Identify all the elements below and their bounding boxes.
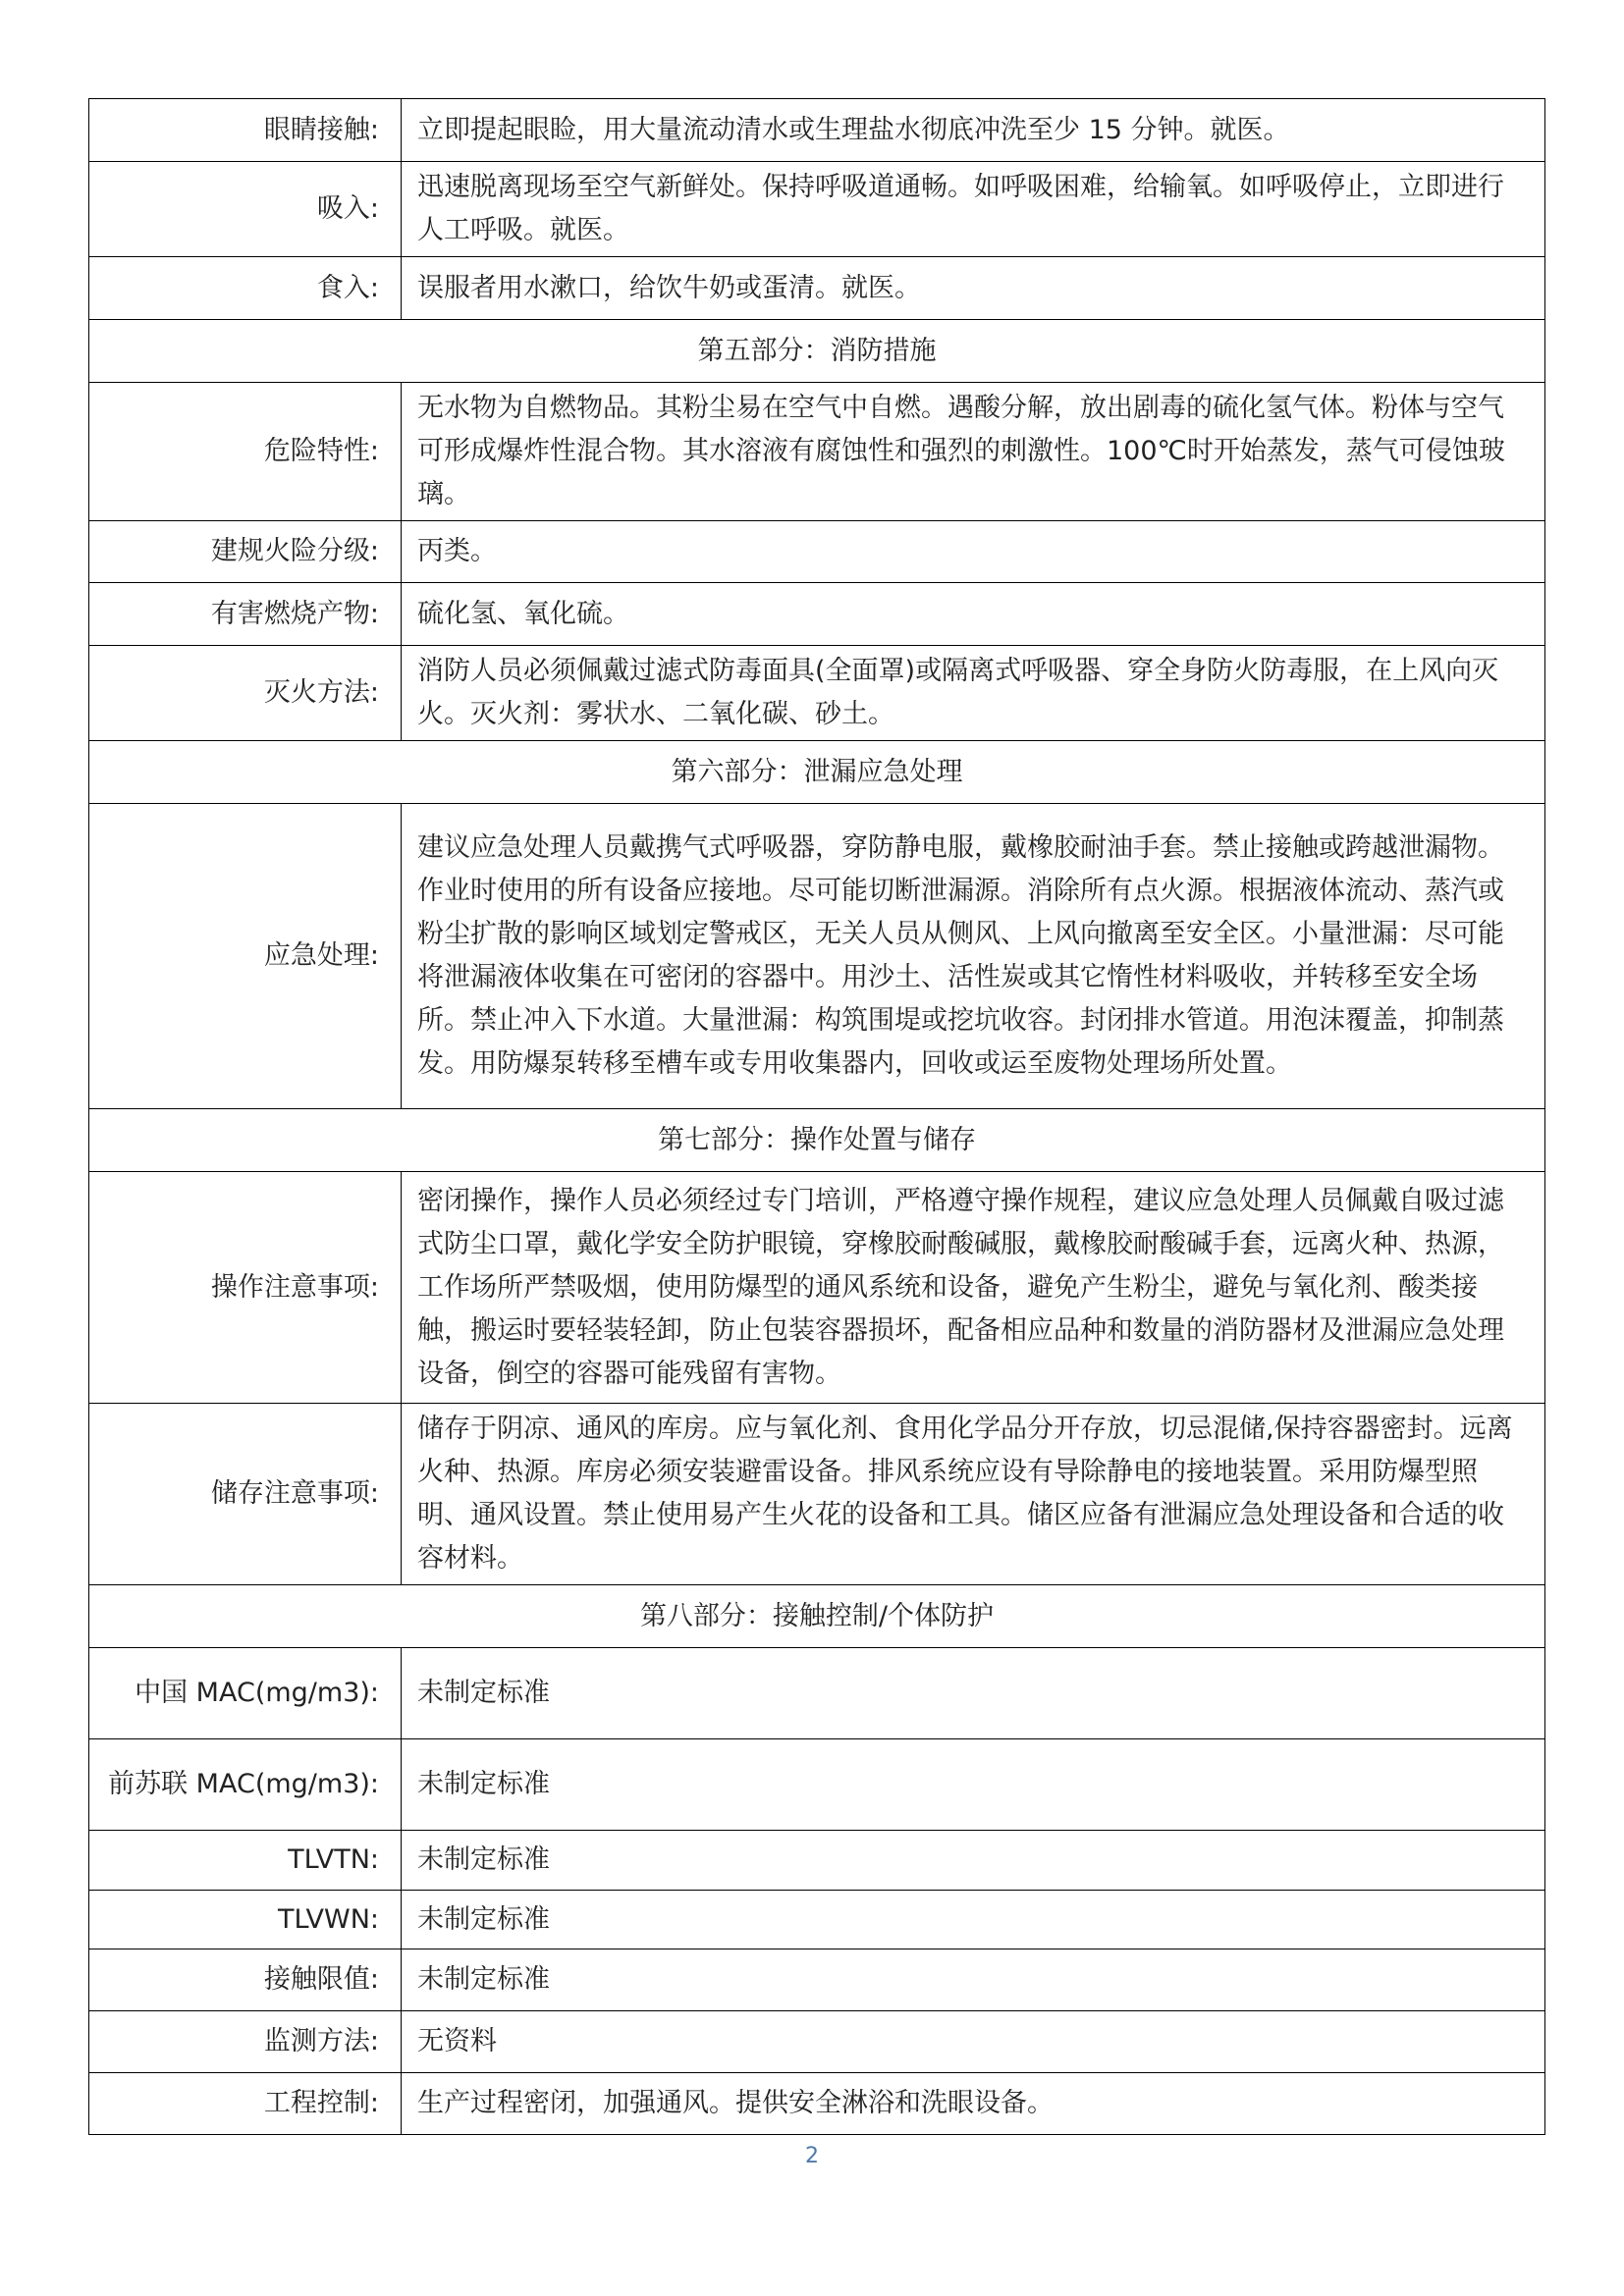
field-label: 监测方法: [89, 2011, 402, 2073]
section-8 [89, 1585, 1545, 1648]
sds-table [88, 98, 1545, 2135]
field-label: 危险特性: [89, 383, 402, 521]
sds-table-body [89, 99, 1545, 2135]
row-tlvtn [89, 1831, 1545, 1891]
row-combustion-products [89, 583, 1545, 646]
row-monitoring [89, 2011, 1545, 2073]
field-value: 未制定标准 [402, 1739, 1545, 1831]
field-label: 工程控制: [89, 2073, 402, 2135]
field-label: 建规火险分级: [89, 521, 402, 583]
row-storage [89, 1404, 1545, 1585]
section-5 [89, 320, 1545, 383]
field-label: 应急处理: [89, 804, 402, 1109]
field-value: 密闭操作，操作人员必须经过专门培训，严格遵守操作规程，建议应急处理人员佩戴自吸过滤式防尘口罩，戴化学安全防护眼镜，穿橡胶耐酸碱服，戴橡胶耐酸碱手套，远离火种、热源，工作场所严禁吸烟，使用防爆型的通风系统和设备，避免产生粉尘，避免与氧化剂、酸类接触，搬运时要轻装轻卸，防止包装容器损坏，配备相应品种和数量的消防器材及泄漏应急处理设备，倒空的容器可能残留有害物。 [402, 1172, 1545, 1404]
field-value: 消防人员必须佩戴过滤式防毒面具(全面罩)或隔离式呼吸器、穿全身防火防毒服，在上风向灭火。灭火剂：雾状水、二氧化碳、砂土。 [402, 646, 1545, 741]
field-value: 未制定标准 [402, 1831, 1545, 1891]
field-value: 硫化氢、氧化硫。 [402, 583, 1545, 646]
section-6 [89, 741, 1545, 804]
field-label: 食入: [89, 257, 402, 320]
field-value: 储存于阴凉、通风的库房。应与氧化剂、食用化学品分开存放，切忌混储,保持容器密封。远离火种、热源。库房必须安装避雷设备。排风系统应设有导除静电的接地装置。采用防爆型照明、通风设置。禁止使用易产生火花的设备和工具。储区应备有泄漏应急处理设备和合适的收容材料。 [402, 1404, 1545, 1585]
field-value: 未制定标准 [402, 1949, 1545, 2011]
row-emergency-response [89, 804, 1545, 1109]
field-label: 吸入: [89, 162, 402, 257]
field-value: 丙类。 [402, 521, 1545, 583]
field-label: TLVWN: [89, 1891, 402, 1949]
section-7 [89, 1109, 1545, 1172]
field-value: 生产过程密闭，加强通风。提供安全淋浴和洗眼设备。 [402, 2073, 1545, 2135]
field-label: 储存注意事项: [89, 1404, 402, 1585]
field-value: 未制定标准 [402, 1891, 1545, 1949]
row-ingestion [89, 257, 1545, 320]
row-ussr-mac [89, 1739, 1545, 1831]
row-hazard-characteristics [89, 383, 1545, 521]
field-value: 建议应急处理人员戴携气式呼吸器，穿防静电服，戴橡胶耐油手套。禁止接触或跨越泄漏物。作业时使用的所有设备应接地。尽可能切断泄漏源。消除所有点火源。根据液体流动、蒸汽或粉尘扩散的影响区域划定警戒区，无关人员从侧风、上风向撤离至安全区。小量泄漏：尽可能将泄漏液体收集在可密闭的容器中。用沙土、活性炭或其它惰性材料吸收，并转移至安全场所。禁止冲入下水道。大量泄漏：构筑围堤或挖坑收容。封闭排水管道。用泡沫覆盖，抑制蒸发。用防爆泵转移至槽车或专用收集器内，回收或运至废物处理场所处置。 [402, 804, 1545, 1109]
row-engineering-control [89, 2073, 1545, 2135]
field-label: 接触限值: [89, 1949, 402, 2011]
row-eye-contact [89, 99, 1545, 162]
field-label: 有害燃烧产物: [89, 583, 402, 646]
section-title: 第七部分：操作处置与储存 [89, 1109, 1545, 1172]
row-tlvwn [89, 1891, 1545, 1949]
row-china-mac [89, 1648, 1545, 1739]
field-value: 误服者用水漱口，给饮牛奶或蛋清。就医。 [402, 257, 1545, 320]
page-number: 2 [805, 2144, 819, 2168]
field-value: 无水物为自燃物品。其粉尘易在空气中自燃。遇酸分解，放出剧毒的硫化氢气体。粉体与空气可形成爆炸性混合物。其水溶液有腐蚀性和强烈的刺激性。100℃时开始蒸发，蒸气可侵蚀玻璃。 [402, 383, 1545, 521]
section-title: 第八部分：接触控制/个体防护 [89, 1585, 1545, 1648]
field-label: 操作注意事项: [89, 1172, 402, 1404]
field-value: 迅速脱离现场至空气新鲜处。保持呼吸道通畅。如呼吸困难，给输氧。如呼吸停止，立即进行人工呼吸。就医。 [402, 162, 1545, 257]
field-value: 无资料 [402, 2011, 1545, 2073]
field-label: 前苏联 MAC(mg/m3): [89, 1739, 402, 1831]
section-title: 第六部分：泄漏应急处理 [89, 741, 1545, 804]
row-extinguishing [89, 646, 1545, 741]
field-value: 立即提起眼睑，用大量流动清水或生理盐水彻底冲洗至少 15 分钟。就医。 [402, 99, 1545, 162]
field-label: 眼睛接触: [89, 99, 402, 162]
field-label: 灭火方法: [89, 646, 402, 741]
row-inhalation [89, 162, 1545, 257]
row-handling [89, 1172, 1545, 1404]
field-value: 未制定标准 [402, 1648, 1545, 1739]
row-exposure-limit [89, 1949, 1545, 2011]
row-fire-class [89, 521, 1545, 583]
field-label: TLVTN: [89, 1831, 402, 1891]
section-title: 第五部分：消防措施 [89, 320, 1545, 383]
field-label: 中国 MAC(mg/m3): [89, 1648, 402, 1739]
